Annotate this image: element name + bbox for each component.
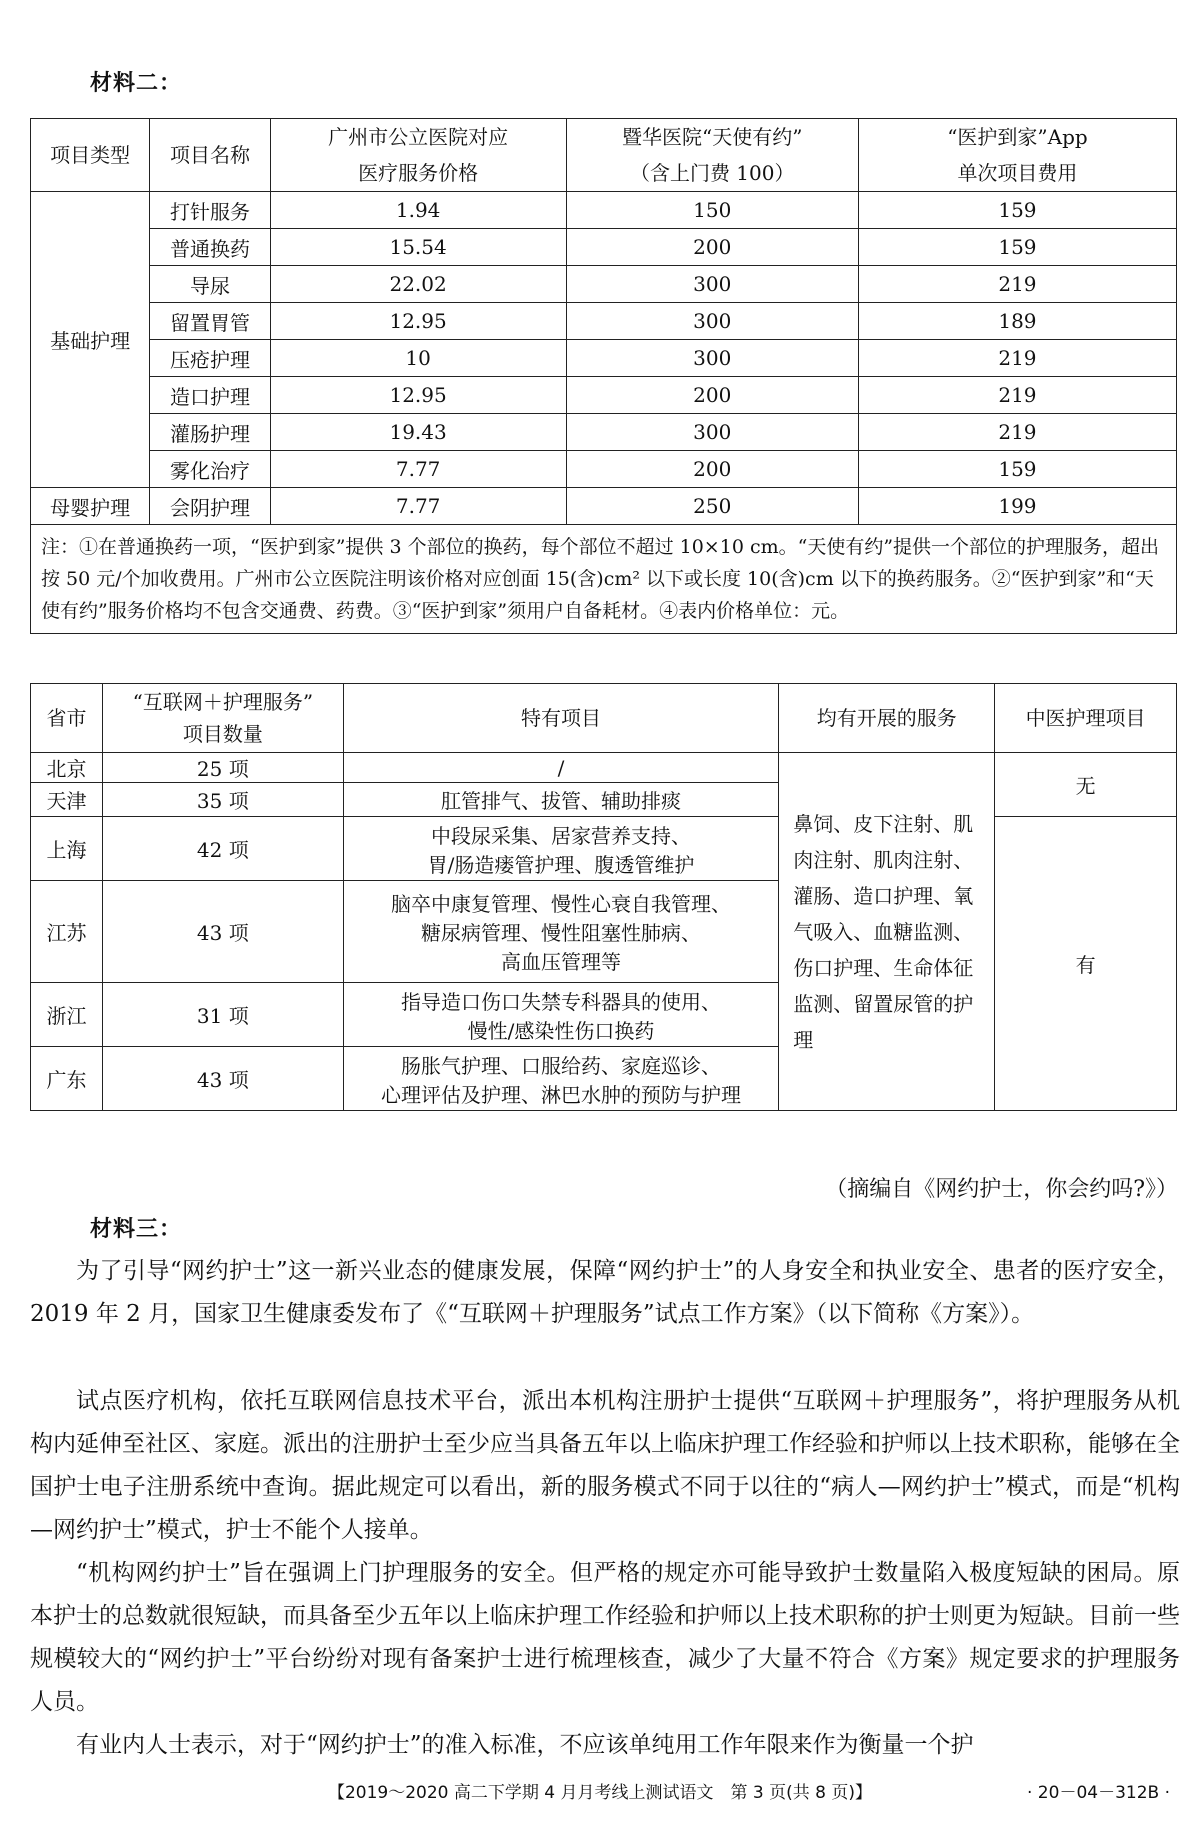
item-name: 灌肠护理 xyxy=(150,414,270,451)
material3-heading: 材料三： xyxy=(90,1217,183,1242)
item-name: 打针服务 xyxy=(150,192,270,229)
col-app: “医护到家”App 单次项目费用 xyxy=(858,119,1176,192)
table-row xyxy=(31,266,1177,303)
special-cell: 指导造口伤口失禁专科器具的使用、 慢性/感染性伤口换药 xyxy=(343,983,779,1047)
table-row xyxy=(31,488,1177,525)
col-name: 项目名称 xyxy=(150,119,270,192)
item-name: 会阴护理 xyxy=(150,488,270,525)
col-common: 均有开展的服务 xyxy=(779,684,995,753)
table-note-row xyxy=(31,525,1177,634)
group-maternal: 母婴护理 xyxy=(31,488,150,525)
city-cell: 江苏 xyxy=(31,881,103,983)
price-jh: 200 xyxy=(566,229,858,266)
tcm-none: 无 xyxy=(995,753,1177,817)
table-note: 注：①在普通换药一项，“医护到家”提供 3 个部位的换药，每个部位不超过 10×10 cm。“天使有约”提供一个部位的护理服务，超出按 50 元/个加收费用。广州市公立医院注明该价格对应创面 15(含)cm² 以下或长度 10(含)cm 以下的换药服务。②“医护到家”和“天使有约”服务价格均不包含交通费、药费。③“医护到家”须用户自备耗材。④表内价格单位：元。 xyxy=(31,525,1177,634)
price-gz: 19.43 xyxy=(270,414,566,451)
price-gz: 12.95 xyxy=(270,377,566,414)
count-cell: 35 项 xyxy=(102,783,343,817)
paragraph: 为了引导“网约护士”这一新兴业态的健康发展，保障“网约护士”的人身安全和执业安全、患者的医疗安全，2019 年 2 月，国家卫生健康委发布了《“互联网＋护理服务”试点工作方案》（以下简称《方案》）。 xyxy=(30,1258,1180,1327)
item-name: 造口护理 xyxy=(150,377,270,414)
table-row xyxy=(31,192,1177,229)
city-cell: 广东 xyxy=(31,1047,103,1111)
price-app: 159 xyxy=(858,192,1176,229)
table-header-row xyxy=(31,119,1177,192)
city-cell: 上海 xyxy=(31,817,103,881)
count-cell: 43 项 xyxy=(102,1047,343,1111)
paragraph: 试点医疗机构，依托互联网信息技术平台，派出本机构注册护士提供“互联网＋护理服务”，将护理服务从机构内延伸至社区、家庭。派出的注册护士至少应当具备五年以上临床护理工作经验和护师以上技术职称，能够在全国护士电子注册系统中查询。据此规定可以看出，新的服务模式不同于以往的“病人—网约护士”模式，而是“机构—网约护士”模式，护士不能个人接单。 xyxy=(30,1388,1180,1543)
price-app: 219 xyxy=(858,266,1176,303)
count-cell: 42 项 xyxy=(102,817,343,881)
col-jihua: 暨华医院“天使有约” （含上门费 100） xyxy=(566,119,858,192)
special-cell: / xyxy=(343,753,779,783)
table-row xyxy=(31,451,1177,488)
price-jh: 150 xyxy=(566,192,858,229)
city-cell: 北京 xyxy=(31,753,103,783)
count-cell: 43 项 xyxy=(102,881,343,983)
footer-code: · 20－04－312B · xyxy=(1027,1783,1170,1803)
price-jh: 200 xyxy=(566,377,858,414)
table-row xyxy=(31,229,1177,266)
price-app: 159 xyxy=(858,229,1176,266)
price-app: 219 xyxy=(858,377,1176,414)
city-cell: 浙江 xyxy=(31,983,103,1047)
col-tcm: 中医护理项目 xyxy=(995,684,1177,753)
count-cell: 25 项 xyxy=(102,753,343,783)
price-app: 189 xyxy=(858,303,1176,340)
province-service-table xyxy=(30,683,1177,1111)
item-name: 压疮护理 xyxy=(150,340,270,377)
price-gz: 15.54 xyxy=(270,229,566,266)
item-name: 导尿 xyxy=(150,266,270,303)
special-cell: 肛管排气、拔管、辅助排痰 xyxy=(343,783,779,817)
special-cell: 中段尿采集、居家营养支持、 胃/肠造瘘管护理、腹透管维护 xyxy=(343,817,779,881)
price-app: 219 xyxy=(858,340,1176,377)
col-city: 省市 xyxy=(31,684,103,753)
col-special: 特有项目 xyxy=(343,684,779,753)
paragraph: “机构网约护士”旨在强调上门护理服务的安全。但严格的规定亦可能导致护士数量陷入极度短缺的困局。原本护士的总数就很短缺，而具备至少五年以上临床护理工作经验和护师以上技术职称的护士则更为短缺。目前一些规模较大的“网约护士”平台纷纷对现有备案护士进行梳理核查，减少了大量不符合《方案》规定要求的护理服务人员。 xyxy=(30,1560,1180,1715)
table-row xyxy=(31,817,1177,881)
price-jh: 300 xyxy=(566,340,858,377)
common-services: 鼻饲、皮下注射、肌肉注射、肌肉注射、灌肠、造口护理、氧气吸入、血糖监测、伤口护理、生命体征监测、留置尿管的护理 xyxy=(779,753,995,1111)
nursing-price-table xyxy=(30,118,1177,634)
price-app: 199 xyxy=(858,488,1176,525)
item-name: 雾化治疗 xyxy=(150,451,270,488)
col-guangzhou: 广州市公立医院对应 医疗服务价格 xyxy=(270,119,566,192)
price-gz: 1.94 xyxy=(270,192,566,229)
price-gz: 12.95 xyxy=(270,303,566,340)
material2-heading: 材料二： xyxy=(90,71,183,96)
table-row xyxy=(31,377,1177,414)
table-row xyxy=(31,340,1177,377)
price-gz: 7.77 xyxy=(270,451,566,488)
tcm-yes: 有 xyxy=(995,817,1177,1111)
price-gz: 7.77 xyxy=(270,488,566,525)
count-cell: 31 项 xyxy=(102,983,343,1047)
page-footer xyxy=(0,1778,1200,1803)
table-header-row xyxy=(31,684,1177,753)
col-type: 项目类型 xyxy=(31,119,150,192)
table-row xyxy=(31,414,1177,451)
footer-text: 【2019～2020 高二下学期 4 月月考线上测试语文 第 3 页(共 8 页)】 xyxy=(327,1783,873,1803)
price-app: 159 xyxy=(858,451,1176,488)
special-cell: 脑卒中康复管理、慢性心衰自我管理、 糖尿病管理、慢性阻塞性肺病、 高血压管理等 xyxy=(343,881,779,983)
price-jh: 300 xyxy=(566,414,858,451)
table-row xyxy=(31,303,1177,340)
price-app: 219 xyxy=(858,414,1176,451)
group-basic: 基础护理 xyxy=(31,192,150,488)
col-count: “互联网＋护理服务” 项目数量 xyxy=(102,684,343,753)
item-name: 留置胃管 xyxy=(150,303,270,340)
source-citation: （摘编自《网约护士，你会约吗?》） xyxy=(825,1177,1178,1202)
paragraph: 有业内人士表示，对于“网约护士”的准入标准，不应该单纯用工作年限来作为衡量一个护 xyxy=(76,1732,974,1758)
item-name: 普通换药 xyxy=(150,229,270,266)
price-gz: 10 xyxy=(270,340,566,377)
price-jh: 300 xyxy=(566,303,858,340)
city-cell: 天津 xyxy=(31,783,103,817)
special-cell: 肠胀气护理、口服给药、家庭巡诊、 心理评估及护理、淋巴水肿的预防与护理 xyxy=(343,1047,779,1111)
price-jh: 200 xyxy=(566,451,858,488)
table-row xyxy=(31,753,1177,783)
price-jh: 300 xyxy=(566,266,858,303)
price-jh: 250 xyxy=(566,488,858,525)
price-gz: 22.02 xyxy=(270,266,566,303)
